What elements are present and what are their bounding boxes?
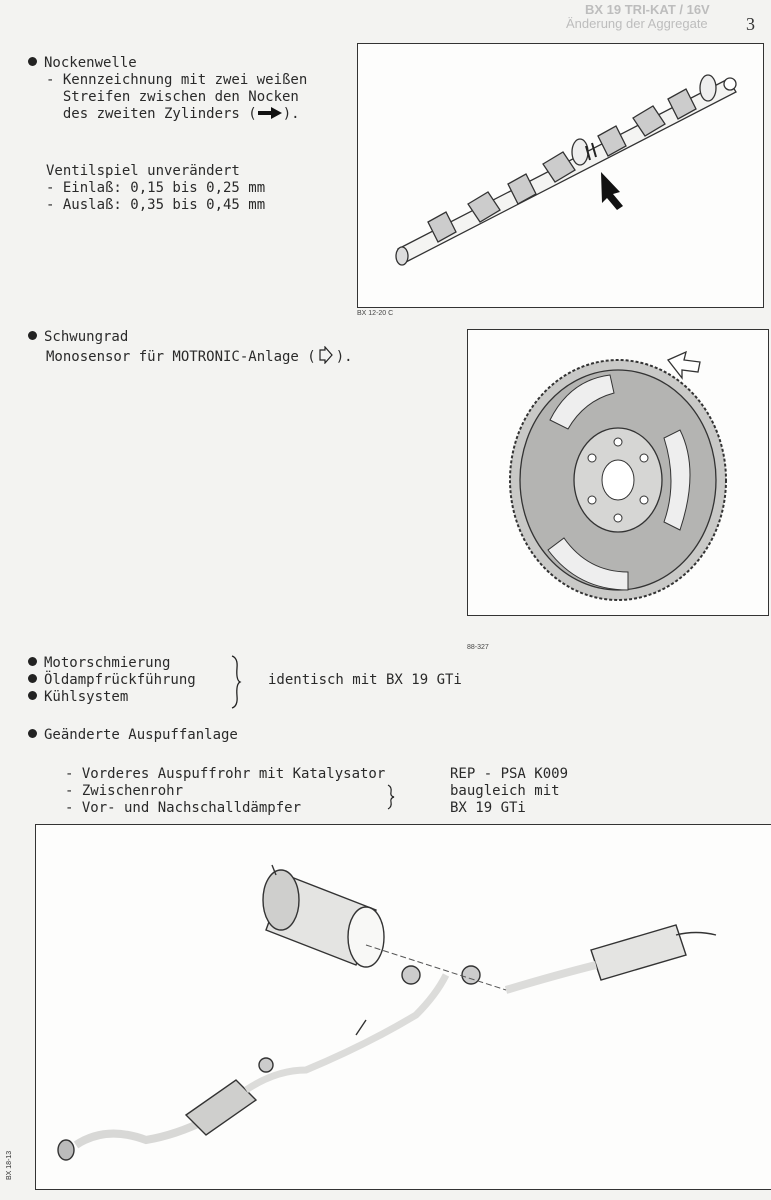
- valve-clearance-intake: - Einlaß: 0,15 bis 0,25 mm: [46, 180, 266, 196]
- camshaft-desc-3-text: des zweiten Zylinders (: [46, 106, 257, 122]
- exhaust-title-text: Geänderte Auspuffanlage: [44, 727, 238, 743]
- ghost-header-2: Änderung der Aggregate: [566, 16, 708, 31]
- exhaust-ref-3: BX 19 GTi: [450, 800, 526, 816]
- valve-clearance-title: Ventilspiel unverändert: [46, 163, 240, 179]
- flywheel-drawing: [468, 330, 768, 615]
- system-item-label: Motorschmierung: [44, 655, 171, 671]
- page-number: 3: [746, 14, 755, 34]
- exhaust-figure-caption: BX 18-13: [6, 1150, 13, 1180]
- brace-icon: [230, 654, 242, 710]
- camshaft-figure: [357, 43, 764, 308]
- exhaust-part: - Zwischenrohr: [65, 783, 184, 799]
- camshaft-desc-3: [46, 106, 300, 123]
- camshaft-title: [28, 55, 137, 72]
- flywheel-desc-end: ).: [335, 349, 353, 365]
- ghost-header-1: BX 19 TRI-KAT / 16V: [585, 2, 710, 17]
- camshaft-desc-2: Streifen zwischen den Nocken: [46, 89, 299, 105]
- camshaft-title-text: Nockenwelle: [44, 55, 137, 71]
- system-item: [28, 655, 170, 672]
- exhaust-figure: [35, 824, 771, 1190]
- exhaust-ref-1: REP - PSA K009: [450, 766, 569, 782]
- exhaust-drawing: [36, 825, 771, 1189]
- flywheel-title-text: Schwungrad: [44, 329, 129, 345]
- small-brace-icon: [386, 784, 396, 810]
- exhaust-title: [28, 727, 238, 744]
- flywheel-desc-text: Monosensor für MOTRONIC-Anlage (: [46, 349, 316, 365]
- exhaust-part: - Vor- und Nachschalldämpfer: [65, 800, 302, 816]
- system-item: [28, 689, 128, 706]
- exhaust-part: - Vorderes Auspuffrohr mit Katalysator: [65, 766, 386, 782]
- camshaft-desc-1: - Kennzeichnung mit zwei weißen: [46, 72, 308, 88]
- marker-arrow-icon: [601, 172, 623, 210]
- system-item: [28, 672, 196, 689]
- systems-note: identisch mit BX 19 GTi: [268, 672, 462, 688]
- flywheel-figure: [467, 329, 769, 616]
- black-arrow-icon: [257, 106, 283, 120]
- sensor-arrow-icon: [668, 352, 700, 378]
- camshaft-figure-caption: BX 12-20 C: [357, 310, 394, 317]
- flywheel-desc: [46, 346, 353, 366]
- hollow-arrow-icon: [319, 346, 333, 364]
- valve-clearance-exhaust: - Auslaß: 0,35 bis 0,45 mm: [46, 197, 266, 213]
- flywheel-figure-caption: 88-327: [467, 644, 489, 651]
- system-item-label: Kühlsystem: [44, 689, 129, 705]
- exhaust-ref-2: baugleich mit: [450, 783, 560, 799]
- camshaft-drawing: [358, 44, 763, 307]
- flywheel-title: [28, 329, 128, 346]
- camshaft-desc-3-end: ).: [282, 106, 300, 122]
- system-item-label: Öldampfrückführung: [44, 672, 196, 688]
